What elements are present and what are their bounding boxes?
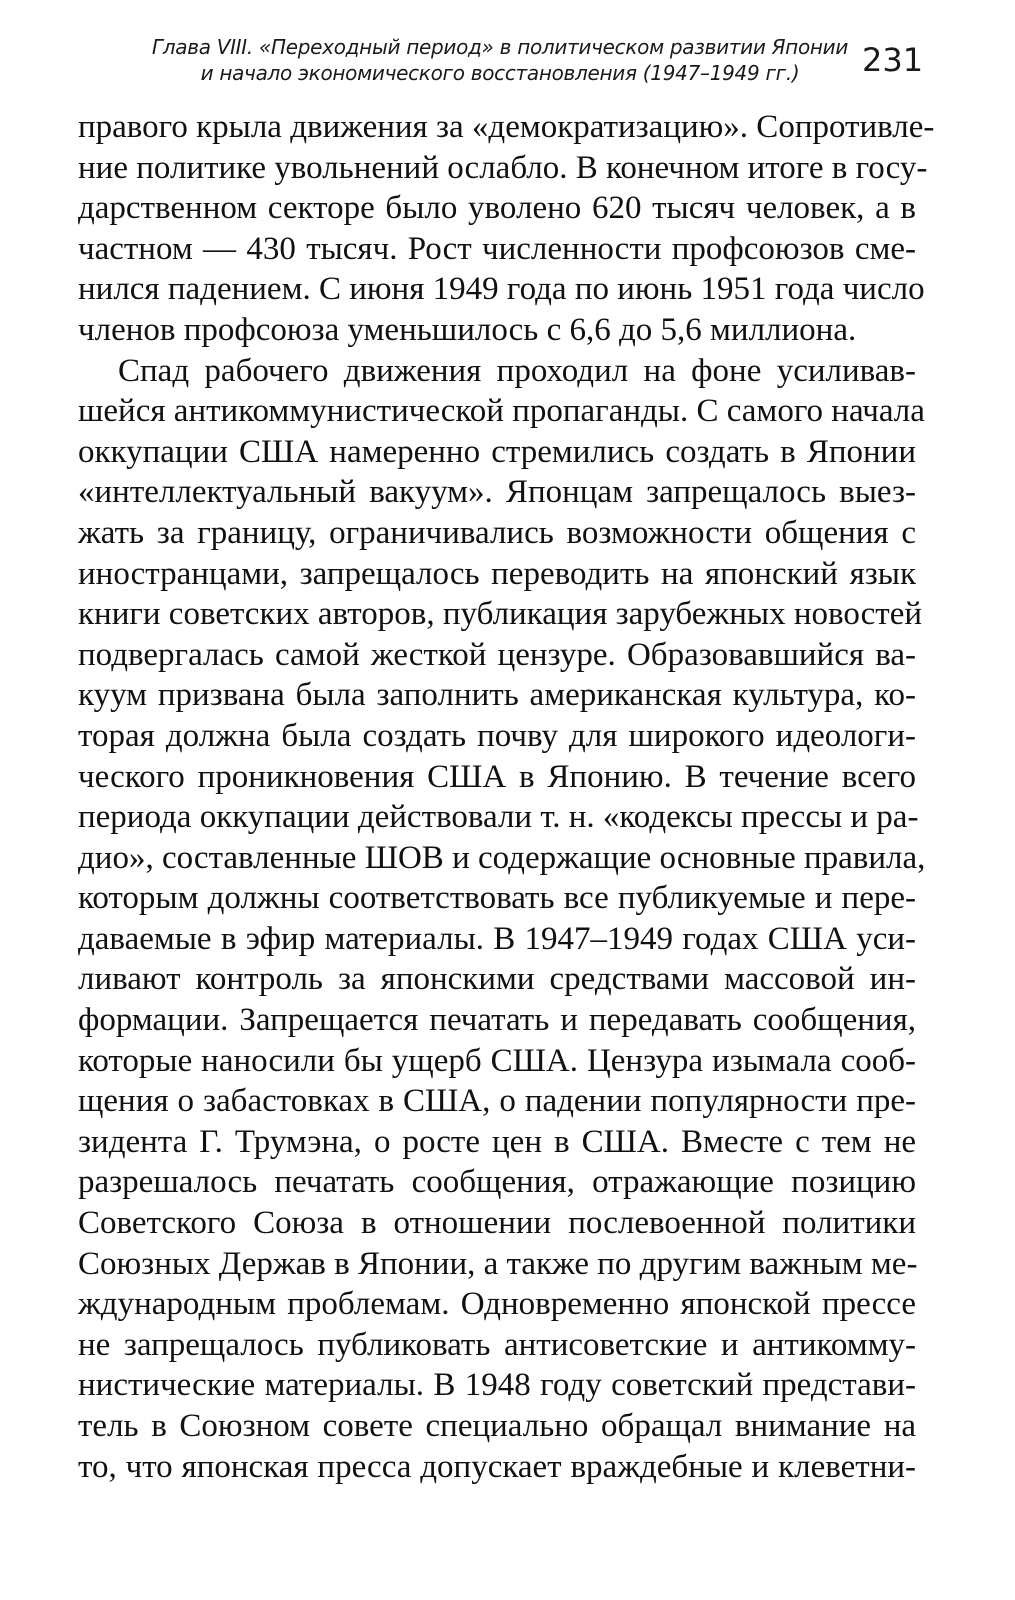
text-line: ческого проникновения США в Японию. В течение всего [78,758,916,795]
text-line: щения о забастовках в США, о падении популярности пре- [78,1083,916,1120]
text-line: нился падением. С июня 1949 года по июнь 1951 года число [78,271,925,308]
text-line: то, что японская пресса допускает враждебные и клеветни- [78,1448,916,1485]
text-line: ние политике увольнений ослабло. В конечном итоге в госу- [78,149,928,186]
text-line: дарственном секторе было уволено 620 тысяч человек, а в [78,190,916,227]
body-text [78,107,935,1487]
running-header-line-1: Глава VIII. «Переходный период» в политическом развитии Японии [151,35,849,59]
text-line: дио», составленные ШОВ и содержащие основные правила, [78,839,926,876]
text-line: торая должна была создать почву для широкого идеологи- [78,717,916,754]
text-line: периода оккупации действовали т. н. «кодексы прессы и ра- [78,799,919,836]
running-header-line-2: и начало экономического восстановления (1947–1949 гг.) [200,61,800,85]
text-line: куум призвана была заполнить американская культура, ко- [78,677,916,714]
paragraph [78,351,926,1488]
text-line: шейся антикоммунистической пропаганды. С самого начала [78,393,925,430]
text-line: разрешалось печатать сообщения, отражающие позицию [78,1164,916,1201]
text-line: зидента Г. Трумэна, о росте цен в США. Вместе с тем не [78,1123,916,1160]
text-line: которые наносили бы ущерб США. Цензура изымала сооб- [78,1042,916,1079]
running-header [150,34,850,86]
text-line: не запрещалось публиковать антисоветские и антикомму- [78,1326,916,1363]
text-line: книги советских авторов, публикация зарубежных новостей [78,596,923,633]
text-line: жать за границу, ограничивались возможности общения с [78,514,916,551]
text-line: членов профсоюза уменьшилось с 6,6 до 5,6 миллиона. [78,311,857,348]
text-line: формации. Запрещается печатать и передавать сообщения, [78,1002,916,1039]
text-line: которым должны соответствовать все публикуемые и пере- [78,880,916,917]
text-line: нистические материалы. В 1948 году советский представи- [78,1367,916,1404]
text-line: даваемые в эфир материалы. В 1947–1949 годах США уси- [78,920,916,957]
text-line: тель в Союзном совете специально обращал внимание на [78,1408,916,1444]
text-line: оккупации США намеренно стремились создать в Японии [78,433,916,470]
text-line: Советского Союза в отношении послевоенной политики [78,1205,916,1242]
text-line: ливают контроль за японскими средствами массовой ин- [78,961,916,998]
text-line: Спад рабочего движения проходил на фоне усиливав- [118,352,916,389]
paragraph [78,107,935,351]
text-line: частном — 430 тысяч. Рост численности профсоюзов сме- [78,230,916,267]
text-line: «интеллектуальный вакуум». Японцам запрещалось выез- [78,474,916,511]
text-line: подвергалась самой жесткой цензуре. Образовавшийся ва- [78,636,916,673]
text-line: правого крыла движения за «демократизацию». Сопротивле- [78,109,935,145]
text-line: Союзных Держав в Японии, а также по другим важным ме- [78,1245,918,1282]
text-line: ждународным проблемам. Одновременно японской прессе [78,1286,916,1323]
text-line: иностранцами, запрещалось переводить на японский язык [78,555,916,592]
page-number: 231 [862,41,924,79]
